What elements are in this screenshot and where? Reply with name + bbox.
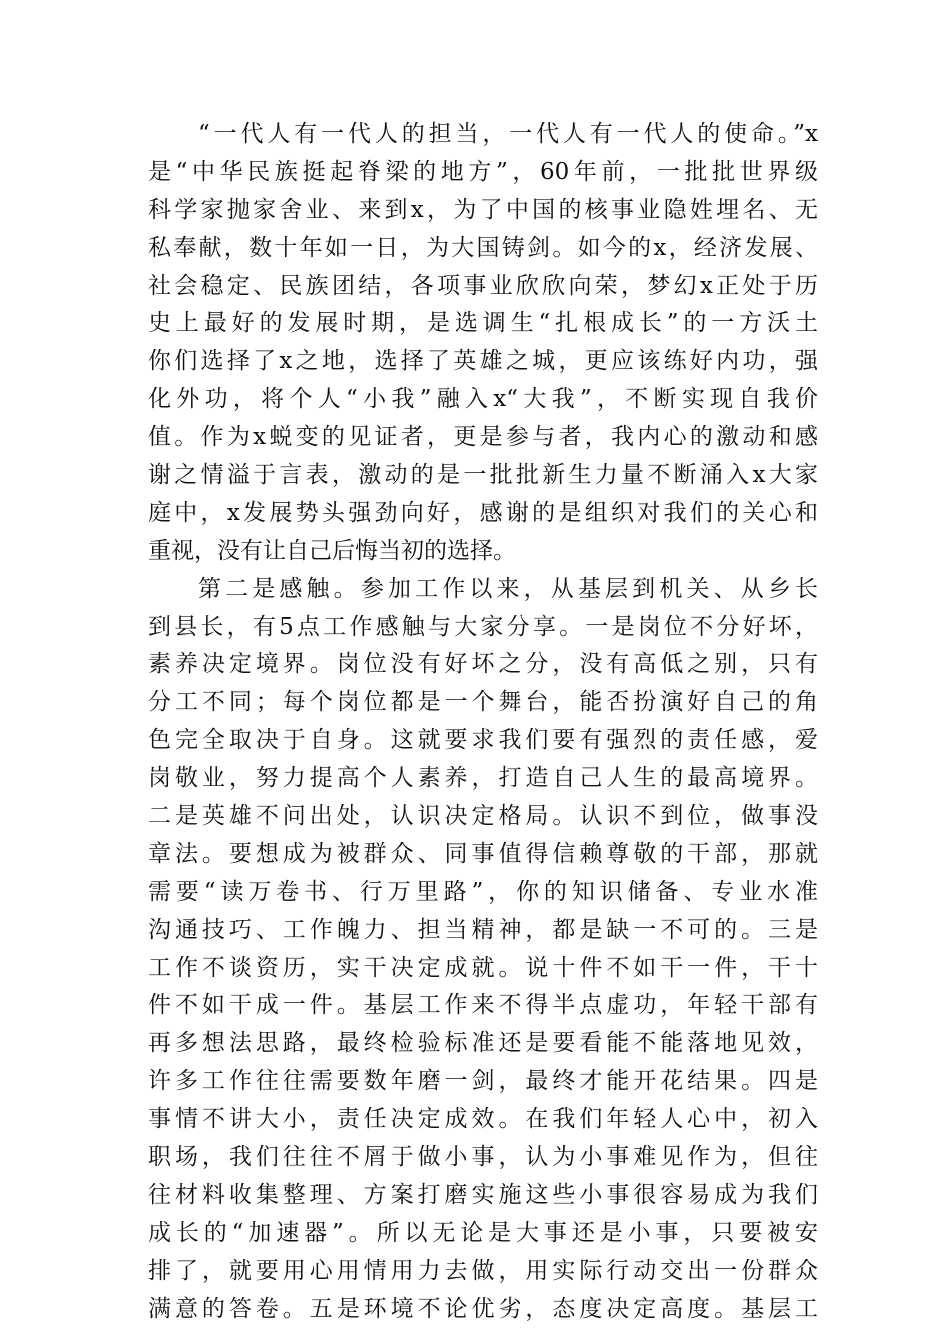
text-line: 许多工作往往需要数年磨一剑，最终才能开花结果。四是 bbox=[148, 1068, 818, 1095]
text-line: “一代人有一代人的担当，一代人有一代人的使命。”x bbox=[198, 121, 818, 147]
text-line: 事情不讲大小，责任决定成效。在我们年轻人心中，初入 bbox=[148, 1106, 818, 1133]
text-line: 满意的答卷。五是环境不论优劣，态度决定高度。基层工 bbox=[148, 1295, 818, 1322]
text-line: 到县长，有5点工作感触与大家分享。一是岗位不分好坏， bbox=[148, 613, 818, 640]
text-line: 史上最好的发展时期，是选调生“扎根成长”的一方沃土 bbox=[148, 310, 818, 337]
text-line: 庭中，x发展势头强劲向好，感谢的是组织对我们的关心和 bbox=[148, 499, 818, 526]
text-line: 往材料收集整理、方案打磨实施这些小事很容易成为我们 bbox=[148, 1181, 818, 1208]
text-line: 是“中华民族挺起脊梁的地方”，60年前，一批批世界级 bbox=[148, 158, 818, 185]
text-line: 色完全取决于自身。这就要求我们要有强烈的责任感，爱 bbox=[148, 727, 818, 754]
text-line: 化外功，将个人“小我”融入x“大我”，不断实现自我价 bbox=[148, 386, 818, 413]
text-line: 需要“读万卷书、行万里路”，你的知识储备、专业水准 bbox=[148, 878, 818, 905]
body-text bbox=[148, 116, 818, 1329]
text-line: 值。作为x蜕变的见证者，更是参与者，我内心的激动和感 bbox=[148, 424, 818, 451]
text-line: 职场，我们往往不屑于做小事，认为小事难见作为，但往 bbox=[148, 1144, 818, 1171]
text-line: 谢之情溢于言表，激动的是一批批新生力量不断涌入x大家 bbox=[148, 462, 818, 489]
text-line: 排了，就要用心用情用力去做，用实际行动交出一份群众 bbox=[148, 1257, 818, 1284]
text-line: 分工不同；每个岗位都是一个舞台，能否扮演好自己的角 bbox=[148, 689, 818, 716]
text-line: 第二是感触。参加工作以来，从基层到机关、从乡长 bbox=[198, 575, 818, 602]
text-line: 重视，没有让自己后悔当初的选择。 bbox=[148, 537, 516, 564]
text-line: 二是英雄不问出处，认识决定格局。认识不到位，做事没 bbox=[148, 803, 818, 830]
text-line: 科学家抛家舍业、来到x，为了中国的核事业隐姓埋名、无 bbox=[148, 196, 818, 223]
text-line: 章法。要想成为被群众、同事值得信赖尊敬的干部，那就 bbox=[148, 840, 818, 867]
text-line: 沟通技巧、工作魄力、担当精神，都是缺一不可的。三是 bbox=[148, 916, 818, 943]
text-line: 岗敬业，努力提高个人素养，打造自己人生的最高境界。 bbox=[148, 765, 818, 792]
text-line: 素养决定境界。岗位没有好坏之分，没有高低之别，只有 bbox=[148, 651, 818, 678]
text-line: 件不如干成一件。基层工作来不得半点虚功，年轻干部有 bbox=[148, 992, 818, 1019]
text-line: 再多想法思路，最终检验标准还是要看能不能落地见效， bbox=[148, 1030, 818, 1057]
text-line: 工作不谈资历，实干决定成就。说十件不如干一件，干十 bbox=[148, 954, 818, 981]
text-line: 你们选择了x之地，选择了英雄之城，更应该练好内功，强 bbox=[148, 348, 818, 375]
text-line: 私奉献，数十年如一日，为大国铸剑。如今的x，经济发展、 bbox=[148, 234, 818, 261]
text-line: 社会稳定、民族团结，各项事业欣欣向荣，梦幻x正处于历 bbox=[148, 272, 818, 299]
text-line: 成长的“加速器”。所以无论是大事还是小事，只要被安 bbox=[148, 1219, 818, 1246]
